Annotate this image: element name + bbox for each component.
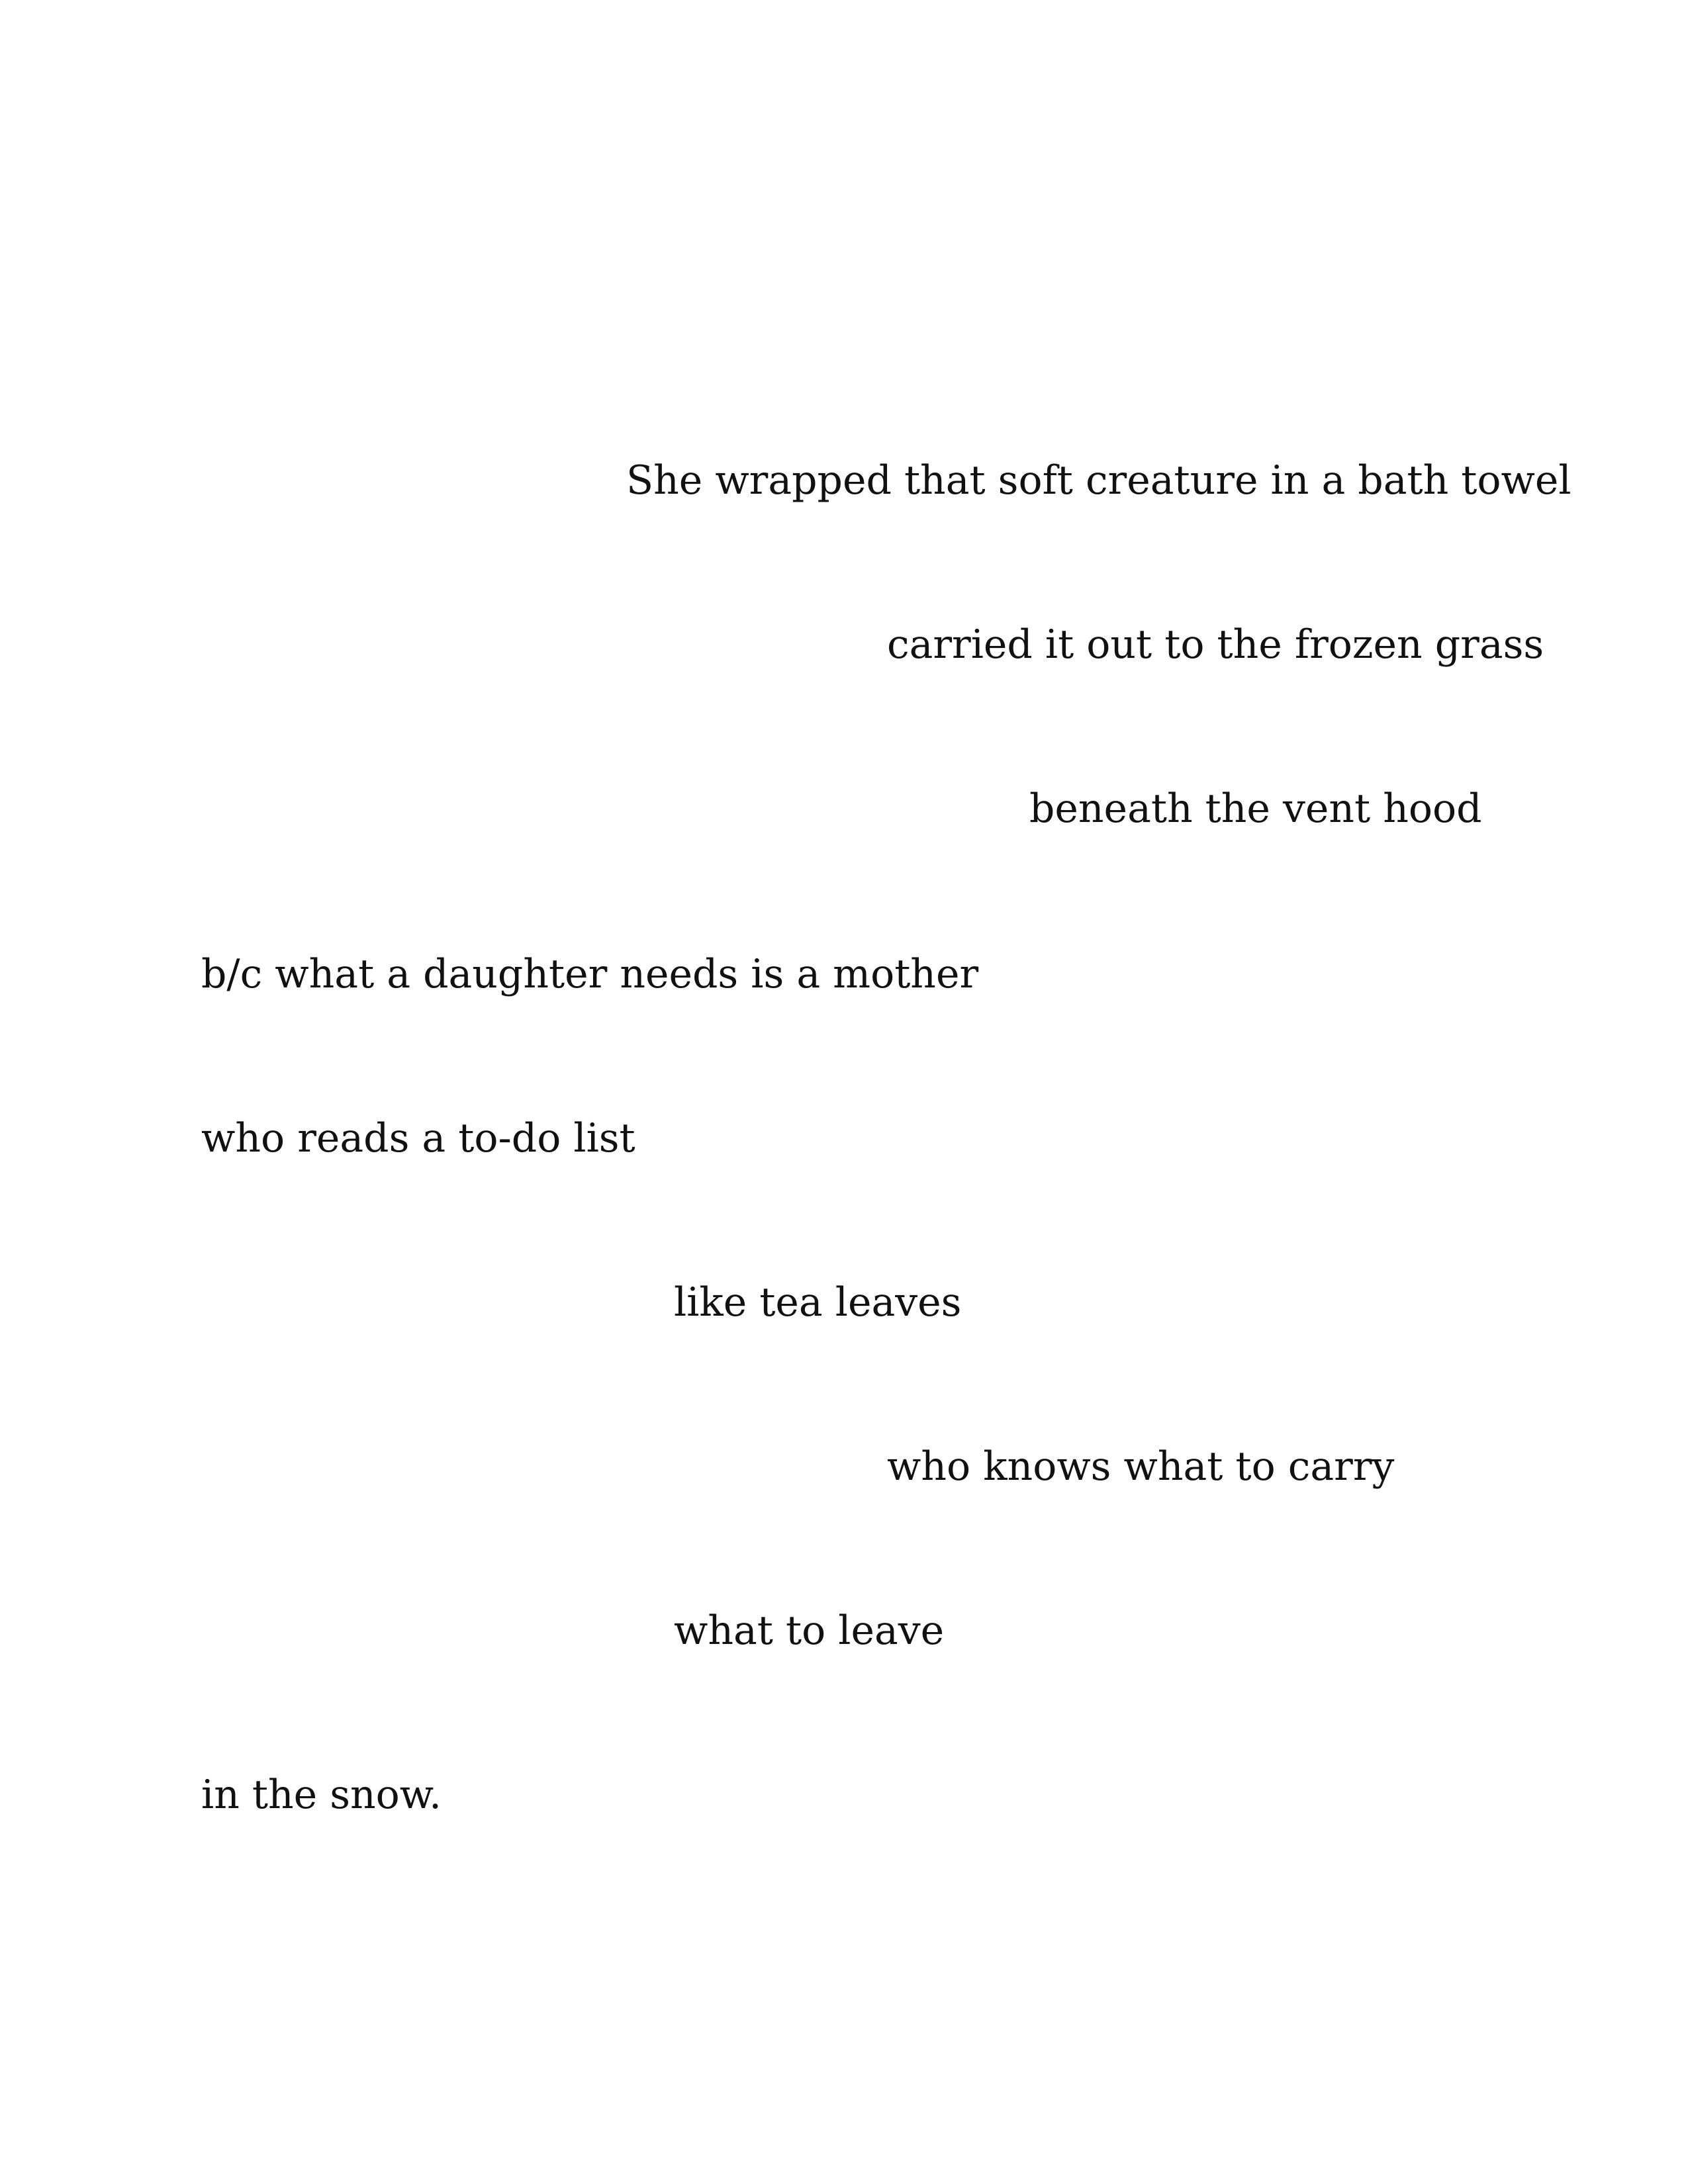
poem-line-8: what to leave [674, 1608, 945, 1654]
poem-line-7: who knows what to carry [887, 1443, 1395, 1490]
poem-line-5: who reads a to-do list [201, 1115, 635, 1161]
poem-line-4: b/c what a daughter needs is a mother [201, 951, 979, 997]
poem-line-9: in the snow. [201, 1772, 442, 1818]
poem-line-3: beneath the vent hood [1029, 786, 1482, 832]
poem-line-6: like tea leaves [674, 1279, 962, 1326]
poem-line-1: She wrapped that soft creature in a bath towel [626, 457, 1571, 504]
poem-line-2: carried it out to the frozen grass [887, 621, 1544, 668]
